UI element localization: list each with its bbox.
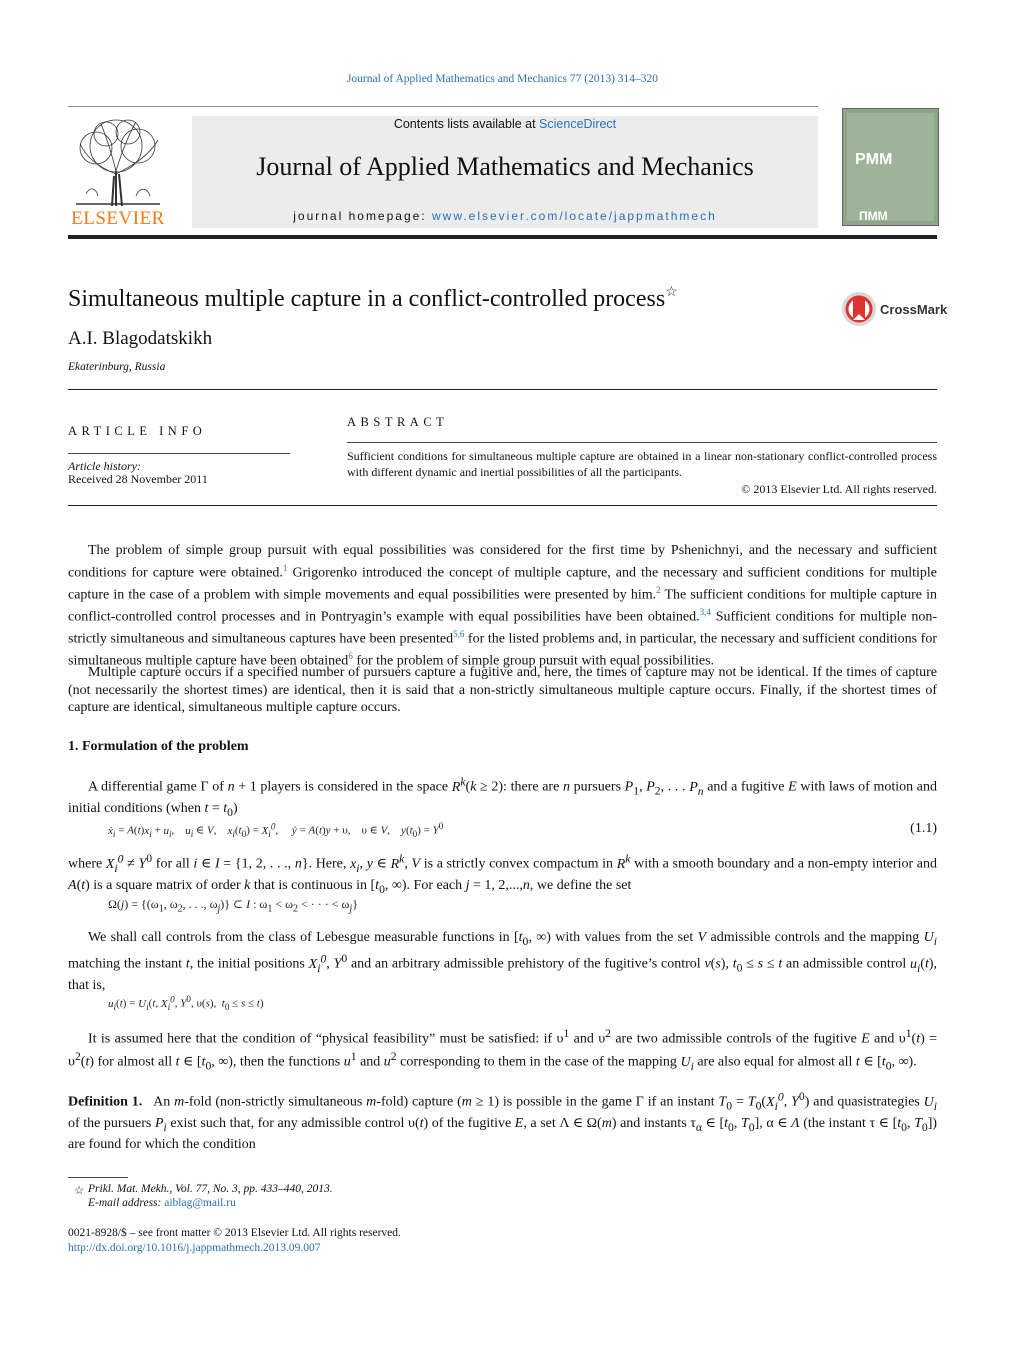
article-history-label: Article history: <box>68 459 141 473</box>
title-bottom-rule <box>68 389 937 390</box>
title-footnote-mark[interactable]: ☆ <box>665 285 678 300</box>
article-info-heading: ARTICLE INFO <box>68 424 207 438</box>
crossmark-label[interactable]: CrossMark <box>880 302 948 317</box>
article-title-text: Simultaneous multiple capture in a conflict-controlled process <box>68 286 666 312</box>
contents-prefix: Contents lists available at <box>393 117 540 131</box>
journal-homepage <box>192 209 818 223</box>
elsevier-tree-logo <box>66 116 170 208</box>
abstract-rule <box>347 442 937 443</box>
publisher-name[interactable]: ELSEVIER <box>71 208 165 229</box>
email-link[interactable]: aiblag@mail.ru <box>164 1197 236 1209</box>
author-affiliation: Ekaterinburg, Russia <box>68 361 166 373</box>
article-title <box>68 284 678 313</box>
abstract-heading: ABSTRACT <box>347 415 449 429</box>
received-date: Received 28 November 2011 <box>68 472 208 486</box>
doi-link[interactable]: http://dx.doi.org/10.1016/j.jappmathmech.2013.09.007 <box>68 1242 321 1254</box>
issn-line: 0021-8928/$ – see front matter © 2013 Elsevier Ltd. All rights reserved. <box>68 1227 401 1239</box>
cover-title: PMM <box>855 151 893 168</box>
journal-title: Journal of Applied Mathematics and Mechanics <box>256 152 754 181</box>
abstract-text: Sufficient conditions for simultaneous multiple capture are obtained in a linear non-stationary conflict-controlled process with different dynamic and inertial possibilities of all the participants. <box>347 449 937 479</box>
header-top-rule <box>68 106 818 107</box>
controls-paragraph: We shall call controls from the class of Lebesgue measurable functions in [$t_0$, ∞) with values from the set V admissible controls and the mapping $U_i$ matching the instant t, the initial positions $X_i^0$, $Y^0$ and an arbitrary admissible prehistory of the fugitive’s control v(s), $t_0 \le s \le t$ an admissible control $u_i(t)$, that is, <box>68 930 938 994</box>
definition-label: Definition 1. <box>68 1094 143 1110</box>
homepage-link[interactable]: www.elsevier.com/locate/jappmathmech <box>431 209 717 223</box>
homepage-label: journal homepage: <box>293 209 432 223</box>
footnote-citation: Prikl. Mat. Mekh., Vol. 77, No. 3, pp. 433–440, 2013. <box>88 1183 333 1195</box>
journal-cover-image[interactable] <box>842 108 939 226</box>
crossmark-icon[interactable] <box>840 290 878 328</box>
contents-available <box>192 117 818 131</box>
author-name: A.I. Blagodatskikh <box>68 328 213 349</box>
intro-paragraph-1: The problem of simple group pursuit with equal possibilities was considered for the first time by Pshenichnyi, and the necessary and sufficient conditions for capture were obtained.$^1$ Grigorenko introduced the concept of multiple capture, and the necessary and sufficient conditions for multiple capture in the case of a problem with simple movements and equal possibilities were presented by him.$^2$ The sufficient conditions for multiple capture in conflict-controlled control processes and in Pontryagin’s example with equal possibilities have been obtained.$^{3,4}$ Sufficient conditions for multiple non-strictly simultaneous and simultaneous captures have been presented$^{5,6}$ for the listed problems and, in particular, the necessary and sufficient conditions for simultaneous multiple capture have been obtained$^6$ for the problem of simple group pursuit with equal possibilities. <box>68 543 938 669</box>
abstract-bottom-rule <box>68 505 937 506</box>
footnote-email <box>88 1197 236 1209</box>
header-thick-rule <box>68 235 937 239</box>
abstract-copyright: © 2013 Elsevier Ltd. All rights reserved. <box>741 482 937 496</box>
equation-number: (1.1) <box>910 821 937 836</box>
problem-paragraph-2: where $X_i^0 \ne Y^0$ for all i ∈ I = {1, 2, . . ., n}. Here, $x_i$, y ∈ $R^k$, V is a strictly convex compactum in $R^k$ with a smooth boundary and a non-empty interior and A(t) is a square matrix of order k that is continuous in [$t_0$, ∞). For each j = 1, 2,...,n, we define the set <box>68 852 938 896</box>
feasibility-paragraph: It is assumed here that the condition of “physical feasibility” must be satisfied: if $\upsilon^1$ and $\upsilon^2$ are two admissible controls of the fugitive E and $\upsilon^1(t) = \upsilon^2(t)$ for almost all t ∈ [$t_0$, ∞), then the functions $u^1$ and $u^2$ corresponding to them in the case of the mapping $U_i$ are also equal for almost all t ∈ [$t_0$, ∞). <box>68 1027 937 1073</box>
definition-1-paragraph: Definition 1. An m-fold (non-strictly simultaneous m-fold) capture (m ≥ 1) is possible in the game Γ if an instant $T_0 = T_0(X_i^0$, $Y^0$) and quasistrategies $U_i$ of the pursuers $P_i$ exist such that, for any admissible control υ(t) of the fugitive E, a set Λ ∈ Ω(m) and instants $\tau_\alpha$ ∈ [$t_0$, $T_0$], α ∈ Λ (the instant τ ∈ [$t_0$, $T_0$]) are found for which the condition <box>68 1090 938 1153</box>
journal-citation[interactable]: Journal of Applied Mathematics and Mechanics 77 (2013) 314–320 <box>346 73 659 85</box>
equation-control-mapping: $u_i(t) = U_i(t$, $X_i^0$, $Y^0$, υ(s), $t_0 \le s \le t$) <box>108 994 264 1012</box>
footnote-mark: ☆ <box>74 1185 85 1197</box>
sciencedirect-link[interactable]: ScienceDirect <box>539 117 617 131</box>
problem-paragraph-1: A differential game Γ of n + 1 players is considered in the space $R^k(k \ge 2)$: there are n pursuers $P_1$, $P_2$, . . . $P_n$ and a fugitive E with laws of motion and initial conditions (when $t = t_0$) <box>68 775 938 819</box>
intro-paragraph-2: Multiple capture occurs if a specified number of pursuers capture a fugitive and, here, the times of capture may not be identical. If the times of capture (not necessarily the shortest times) are identical, then it is said that a non-strictly simultaneous multiple capture occurs. Finally, if the shortest times of capture are identical, simultaneous multiple capture occurs. <box>68 665 937 715</box>
section-1-heading: 1. Formulation of the problem <box>68 739 249 754</box>
equation-omega: $\Omega(j) = \{(\omega_1$, $\omega_2$, . . ., $\omega_j$)} ⊂ I : $\omega_1 < \omega_2$ < · · · < $\omega_j$} <box>108 897 358 915</box>
cover-bottom-label: ПММ <box>859 209 888 223</box>
article-info-rule <box>68 453 290 454</box>
equation-1-1: ẋ$_i$ = $A(t)x_i + u_i$, $u_i$ ∈ V, $x_i(t_0) = X_i^0$, ẏ = A(t)y + υ, υ ∈ V, $y(t_0) = Y^0$ <box>108 821 444 839</box>
footnote-rule <box>68 1177 128 1178</box>
email-label: E-mail address: <box>88 1197 165 1209</box>
